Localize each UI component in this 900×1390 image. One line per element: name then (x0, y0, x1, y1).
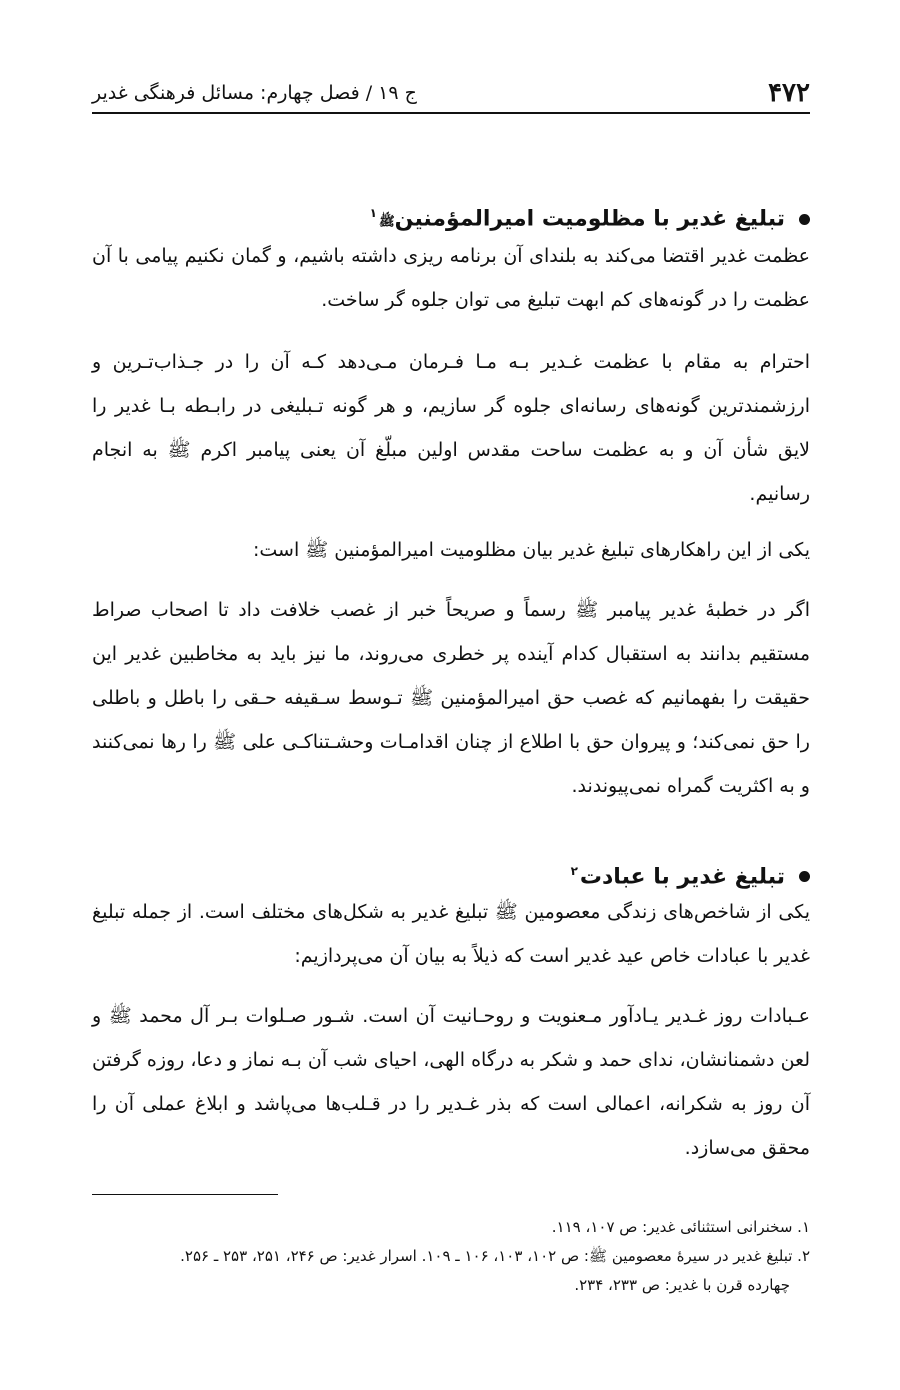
paragraph: عـبادات روز غـدیر یـادآور مـعنویت و روحـانیت آن است. شـور صـلوات بـر آل محمد ﷺ و لعن دشمنانشان، ندای حمد و شکر به درگاه الهی، احیای شب آن بـه نماز و دعا، روزه گرفتن آن روز به شکرانه، اعمالی است که بذر غـدیر را در قـلب‌ها می‌پاشد و ابلاغ عملی آن را محقق می‌سازد. (92, 1004, 810, 1159)
section-heading (92, 206, 810, 232)
paragraph: یکی از این راهکارهای تبلیغ غدیر بیان مظلومیت امیرالمؤمنین ﷺ است: (252, 539, 810, 562)
paragraph: یکی از شاخص‌های زندگی معصومین ﷺ تبلیغ غدیر به شکل‌های مختلف است. از جمله تبلیغ غدیر با عبادات خاص عید غدیر است که ذیلاً به بیان آن می‌پردازیم: (92, 900, 810, 967)
section-heading-text: تبلیغ غدیر با مظلومیت امیرالمؤمنین (394, 206, 785, 232)
footnote: ۱. سخنرانی استثنائی غدیر: ص ۱۰۷، ۱۱۹. (551, 1217, 810, 1236)
section-heading-text: تبلیغ غدیر با عبادت (579, 864, 785, 890)
footnote-divider (92, 1194, 278, 1195)
page-header (92, 60, 810, 114)
page-number: ۴۷۲ (768, 78, 810, 108)
running-title: ج ۱۹ / فصل چهارم: مسائل فرهنگی غدیر (92, 82, 417, 104)
book-page (92, 60, 810, 1300)
paragraph: احترام به مقام با عظمت غـدیر بـه مـا فـرمان مـی‌دهد کـه آن را در جـذاب‌تـرین و ارزشمندترین گونه‌های رسانه‌ای جلوه گر سازیم، و هر گونه تـبلیغی در رابـطه بـا غدیر را لایق شأن آن و به عظمت ساحت مقدس اولین مبلّغ آن یعنی پیامبر اکرم ﷺ به انجام رسانیم. (92, 351, 810, 506)
footnote-ref: ۲ (570, 864, 578, 879)
footnotes (92, 1213, 810, 1300)
section-heading (92, 864, 810, 889)
paragraph: عظمت غدیر اقتضا می‌کند به بلندای آن برنامه ریزی داشته باشیم، و گمان نکنیم پیامی با آن عظمت را در گونه‌های کم ابهت تبلیغ می توان جلوه گر ساخت. (92, 245, 810, 312)
footnote: ۲. تبلیغ غدیر در سیرۀ معصومین ﷺ: ص ۱۰۲، ۱۰۳، ۱۰۶ ـ ۱۰۹. اسرار غدیر: ص ۲۴۶، ۲۵۱، ۲۵۳ ـ ۲۵۶. (180, 1246, 810, 1265)
paragraph: اگر در خطبۀ غدیر پیامبر ﷺ رسماً و صریحاً خبر از غصب خلافت داد تا اصحاب صراط مستقیم بدانند به استقبال کدام آینده پر خطری می‌روند، ما نیز باید به مخاطبین غدیر این حقیقت را بفهمانیم که غصب حق امیرالمؤمنین ﷺ تـوسط سـقیفه حـقی را باطل و باطلی را حق نمی‌کند؛ و پیروان حق با اطلاع از چنان اقدامـات وحشـتناکـی علی ﷺ را رها نمی‌کنند و به اکثریت گمراه نمی‌پیوندند. (92, 599, 810, 798)
footnote-continuation: چهارده قرن با غدیر: ص ۲۳۳، ۲۳۴. (574, 1275, 790, 1294)
bullet-icon (799, 871, 810, 882)
honorific-mark: ﷺ (378, 214, 395, 230)
bullet-icon (799, 214, 810, 225)
footnote-ref: ۱ (369, 206, 377, 220)
